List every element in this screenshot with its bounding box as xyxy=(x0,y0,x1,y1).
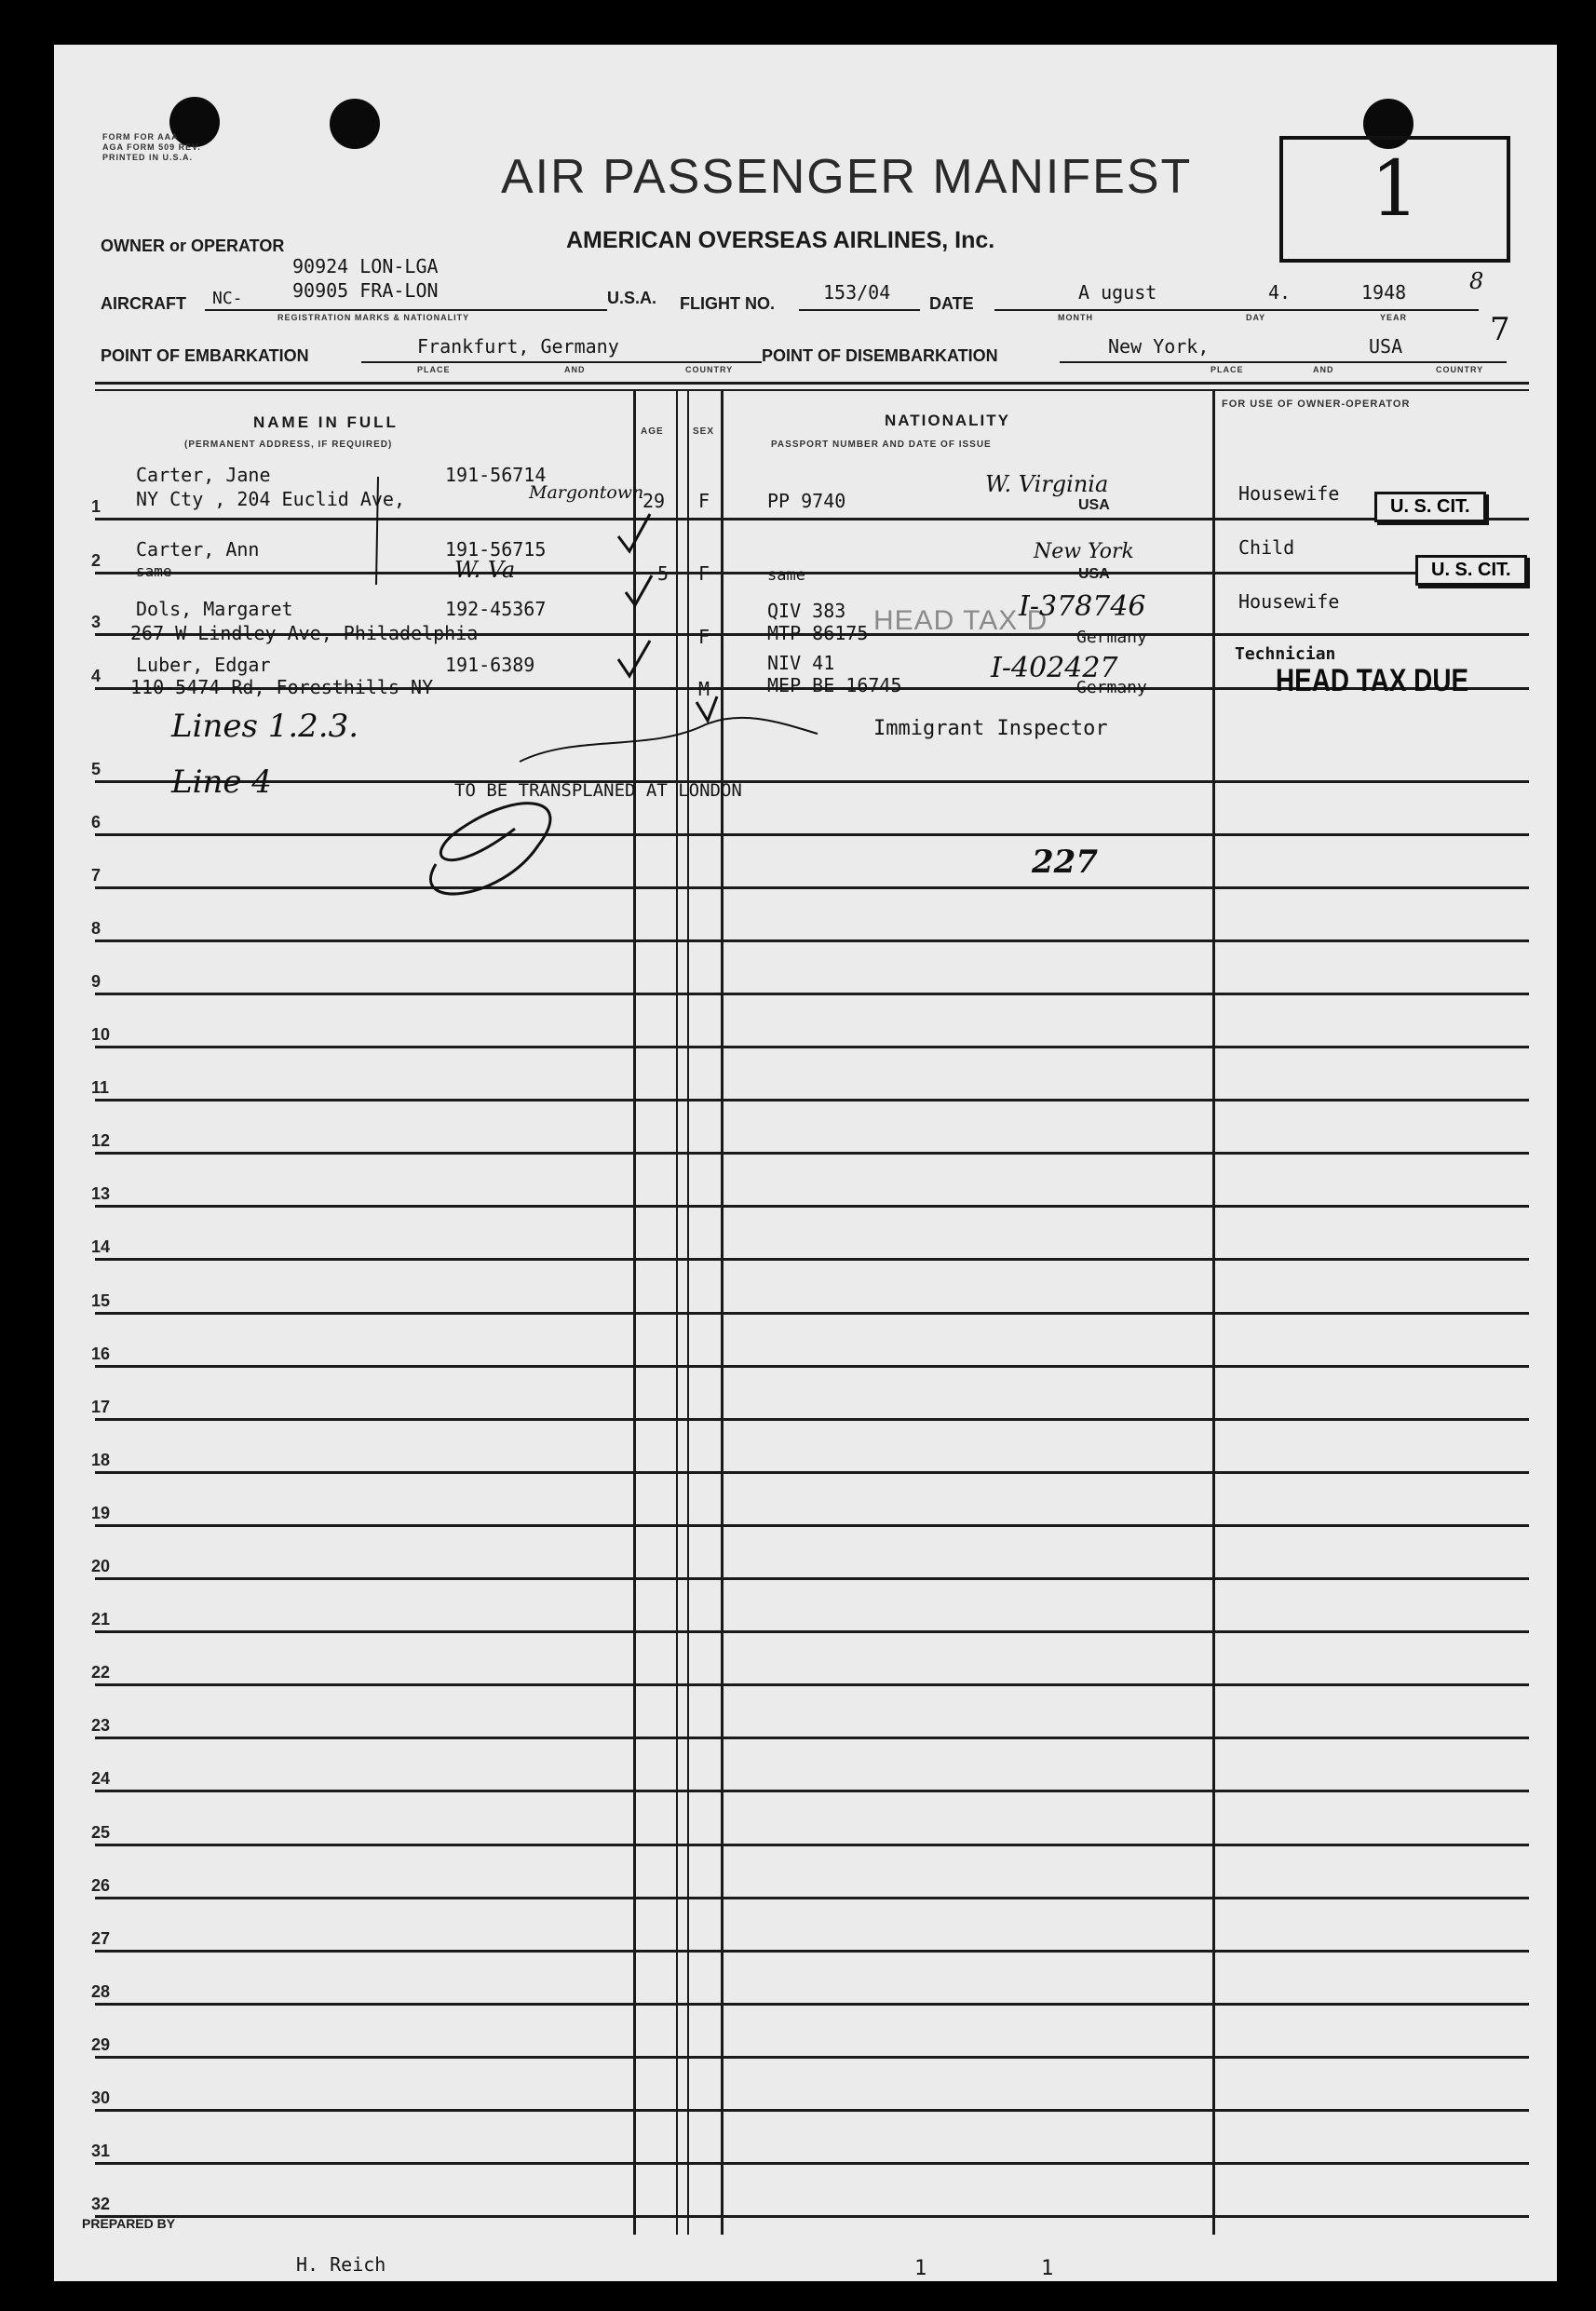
footer-mark: 1 xyxy=(1041,2257,1054,2280)
citizen-stamp: U. S. CIT. xyxy=(1415,555,1527,586)
column-header-nationality: NATIONALITY xyxy=(885,412,1011,429)
row-number: 2 xyxy=(91,551,101,570)
row-number: 9 xyxy=(91,972,101,991)
row-number: 3 xyxy=(91,613,101,631)
manifest-page xyxy=(54,45,1557,2281)
passenger-name: Dols, Margaret xyxy=(136,598,293,620)
passport-number: same xyxy=(767,566,805,585)
lines-note: Lines 1.2.3. xyxy=(171,708,359,745)
row-number: 18 xyxy=(91,1451,111,1469)
signature-stroke xyxy=(520,718,818,762)
passenger-file-number: 192-45367 xyxy=(445,598,547,620)
form-id-line: FORM FOR AAA xyxy=(102,132,179,142)
row-number: 13 xyxy=(91,1184,111,1203)
row-number: 29 xyxy=(91,2035,111,2054)
embarkation-value: Frankfurt, Germany xyxy=(417,335,619,358)
page-number: 1 xyxy=(1371,145,1420,234)
form-id-line: PRINTED IN U.S.A. xyxy=(102,153,194,162)
column-header-age: AGE xyxy=(641,426,664,437)
row-number: 25 xyxy=(91,1823,111,1842)
nationality-printed: USA xyxy=(1078,566,1110,582)
day-caption: DAY xyxy=(1246,313,1266,322)
passenger-sex: M xyxy=(698,678,710,700)
line4-note: Line 4 xyxy=(171,764,272,801)
check-mark xyxy=(618,514,650,551)
signature-flourish xyxy=(430,804,549,894)
form-title: AIR PASSENGER MANIFEST xyxy=(501,150,1193,204)
row-number: 20 xyxy=(91,1557,111,1575)
column-header-owner-use: FOR USE OF OWNER-OPERATOR xyxy=(1222,399,1411,410)
row-number: 23 xyxy=(91,1716,111,1735)
row-number: 32 xyxy=(91,2195,111,2213)
date-year: 1948 xyxy=(1361,281,1407,304)
annotation-marks xyxy=(54,45,1557,2281)
row-number: 12 xyxy=(91,1131,111,1150)
row-number: 24 xyxy=(91,1769,111,1788)
corner-note: 7 xyxy=(1490,311,1510,348)
owner-remark: Housewife xyxy=(1238,590,1340,613)
year-caption: YEAR xyxy=(1380,313,1408,322)
corner-note: 8 xyxy=(1469,268,1484,294)
address-handwritten: W. Va xyxy=(454,557,516,583)
passenger-name: Carter, Jane xyxy=(136,464,271,486)
airline-name: AMERICAN OVERSEAS AIRLINES, Inc. xyxy=(566,227,995,253)
row-number: 27 xyxy=(91,1929,111,1948)
passport-number: QIV 383 xyxy=(767,600,846,622)
nationality-handwritten: W. Virginia xyxy=(985,471,1109,497)
row-number: 6 xyxy=(91,813,101,831)
passenger-address: 267 W Lindley Ave, Philadelphia xyxy=(130,622,479,644)
and-caption: AND xyxy=(564,365,586,374)
passenger-sex: F xyxy=(698,626,710,648)
alien-registration-number: I-402427 xyxy=(991,652,1118,684)
owner-remark: Child xyxy=(1238,536,1295,559)
form-id-line: AGA FORM 509 REV. xyxy=(102,142,201,152)
row-number: 26 xyxy=(91,1876,111,1895)
row-number: 31 xyxy=(91,2142,111,2160)
passenger-address: NY Cty , 204 Euclid Ave, xyxy=(136,488,405,510)
passenger-name: Luber, Edgar xyxy=(136,654,271,676)
bracket-mark xyxy=(376,477,378,585)
disembarkation-label: POINT OF DISEMBARKATION xyxy=(762,346,998,365)
aircraft-prefix: NC- xyxy=(212,289,243,308)
owner-remark: Housewife xyxy=(1238,482,1340,505)
passenger-sex: F xyxy=(698,490,710,512)
nationality-printed: Germany xyxy=(1076,678,1147,697)
row-number: 7 xyxy=(91,866,101,885)
disembarkation-country: USA xyxy=(1369,335,1403,358)
column-subheader-name: (PERMANENT ADDRESS, IF REQUIRED) xyxy=(184,439,393,450)
check-mark xyxy=(697,696,717,721)
row-number: 19 xyxy=(91,1504,111,1522)
passenger-sex: F xyxy=(698,562,710,585)
aircraft-label: AIRCRAFT xyxy=(101,294,186,313)
passenger-file-number: 191-56714 xyxy=(445,464,547,486)
passenger-file-number: 191-56715 xyxy=(445,538,547,561)
column-header-sex: SEX xyxy=(693,426,715,437)
flight-label: FLIGHT NO. xyxy=(680,294,775,313)
owner-label: OWNER or OPERATOR xyxy=(101,237,285,255)
nationality-handwritten: New York xyxy=(1034,540,1134,563)
row-number: 8 xyxy=(91,919,101,938)
address-handwritten: Margontown xyxy=(529,482,644,503)
date-month: A ugust xyxy=(1078,281,1157,304)
embarkation-label: POINT OF EMBARKATION xyxy=(101,346,309,365)
citizen-stamp: U. S. CIT. xyxy=(1374,492,1486,522)
owner-remark: Technician xyxy=(1235,644,1336,664)
registration-caption: REGISTRATION MARKS & NATIONALITY xyxy=(277,313,470,322)
head-tax-due-stamp: HEAD TAX DUE xyxy=(1276,663,1469,698)
passenger-file-number: 191-6389 xyxy=(445,654,535,676)
row-number: 5 xyxy=(91,760,101,778)
row-number: 28 xyxy=(91,1982,111,2001)
nationality-printed: USA xyxy=(1078,497,1110,513)
passenger-age: 29 xyxy=(642,490,666,512)
row-number: 21 xyxy=(91,1610,111,1629)
column-header-name: NAME IN FULL xyxy=(253,413,399,431)
row-number: 16 xyxy=(91,1345,111,1363)
prepared-by-label: PREPARED BY xyxy=(82,2216,176,2231)
passport-number: NIV 41 xyxy=(767,652,835,674)
row-number: 1 xyxy=(91,497,101,516)
date-label: DATE xyxy=(929,294,974,313)
and-caption: AND xyxy=(1313,365,1334,374)
immigrant-inspector: Immigrant Inspector xyxy=(873,717,1108,740)
passenger-age: 5 xyxy=(657,562,670,585)
disembarkation-place: New York, xyxy=(1108,335,1210,358)
check-mark xyxy=(618,641,650,676)
month-caption: MONTH xyxy=(1058,313,1093,322)
column-subheader-nationality: PASSPORT NUMBER AND DATE OF ISSUE xyxy=(771,439,992,450)
head-tax-faint-stamp: HEAD TAX D xyxy=(873,605,1048,636)
country-caption: COUNTRY xyxy=(685,365,734,374)
alien-registration-number: I-378746 xyxy=(1019,590,1146,623)
transplane-note: TO BE TRANSPLANED AT LONDON xyxy=(454,780,742,801)
country-caption: COUNTRY xyxy=(1436,365,1484,374)
row-number: 4 xyxy=(91,667,101,685)
sequence-number: 227 xyxy=(1032,844,1098,881)
nationality-printed: Germany xyxy=(1076,628,1147,647)
row-number: 10 xyxy=(91,1025,111,1044)
row-number: 22 xyxy=(91,1663,111,1682)
passport-number: PP 9740 xyxy=(767,490,846,512)
passport-number-2: MEP BE 16745 xyxy=(767,674,902,696)
prepared-by-name: H. Reich xyxy=(296,2253,386,2276)
footer-mark: 1 xyxy=(914,2257,927,2280)
passenger-address: same xyxy=(136,562,172,580)
aircraft-line-1: 90924 LON-LGA xyxy=(292,255,439,277)
row-number: 30 xyxy=(91,2088,111,2107)
nationality-code: U.S.A. xyxy=(607,289,657,307)
place-caption: PLACE xyxy=(1211,365,1244,374)
check-mark xyxy=(626,575,652,605)
passport-number-2: MTP 86175 xyxy=(767,622,869,644)
aircraft-line-2: 90905 FRA-LON xyxy=(292,279,439,302)
row-number: 17 xyxy=(91,1398,111,1416)
row-number: 14 xyxy=(91,1237,111,1256)
row-number: 15 xyxy=(91,1291,111,1310)
date-day: 4. xyxy=(1268,281,1292,304)
passenger-address: 110-5474 Rd, Foresthills NY xyxy=(130,676,434,698)
flight-number: 153/04 xyxy=(823,281,891,304)
passenger-name: Carter, Ann xyxy=(136,538,260,561)
row-number: 11 xyxy=(91,1078,110,1097)
place-caption: PLACE xyxy=(417,365,451,374)
